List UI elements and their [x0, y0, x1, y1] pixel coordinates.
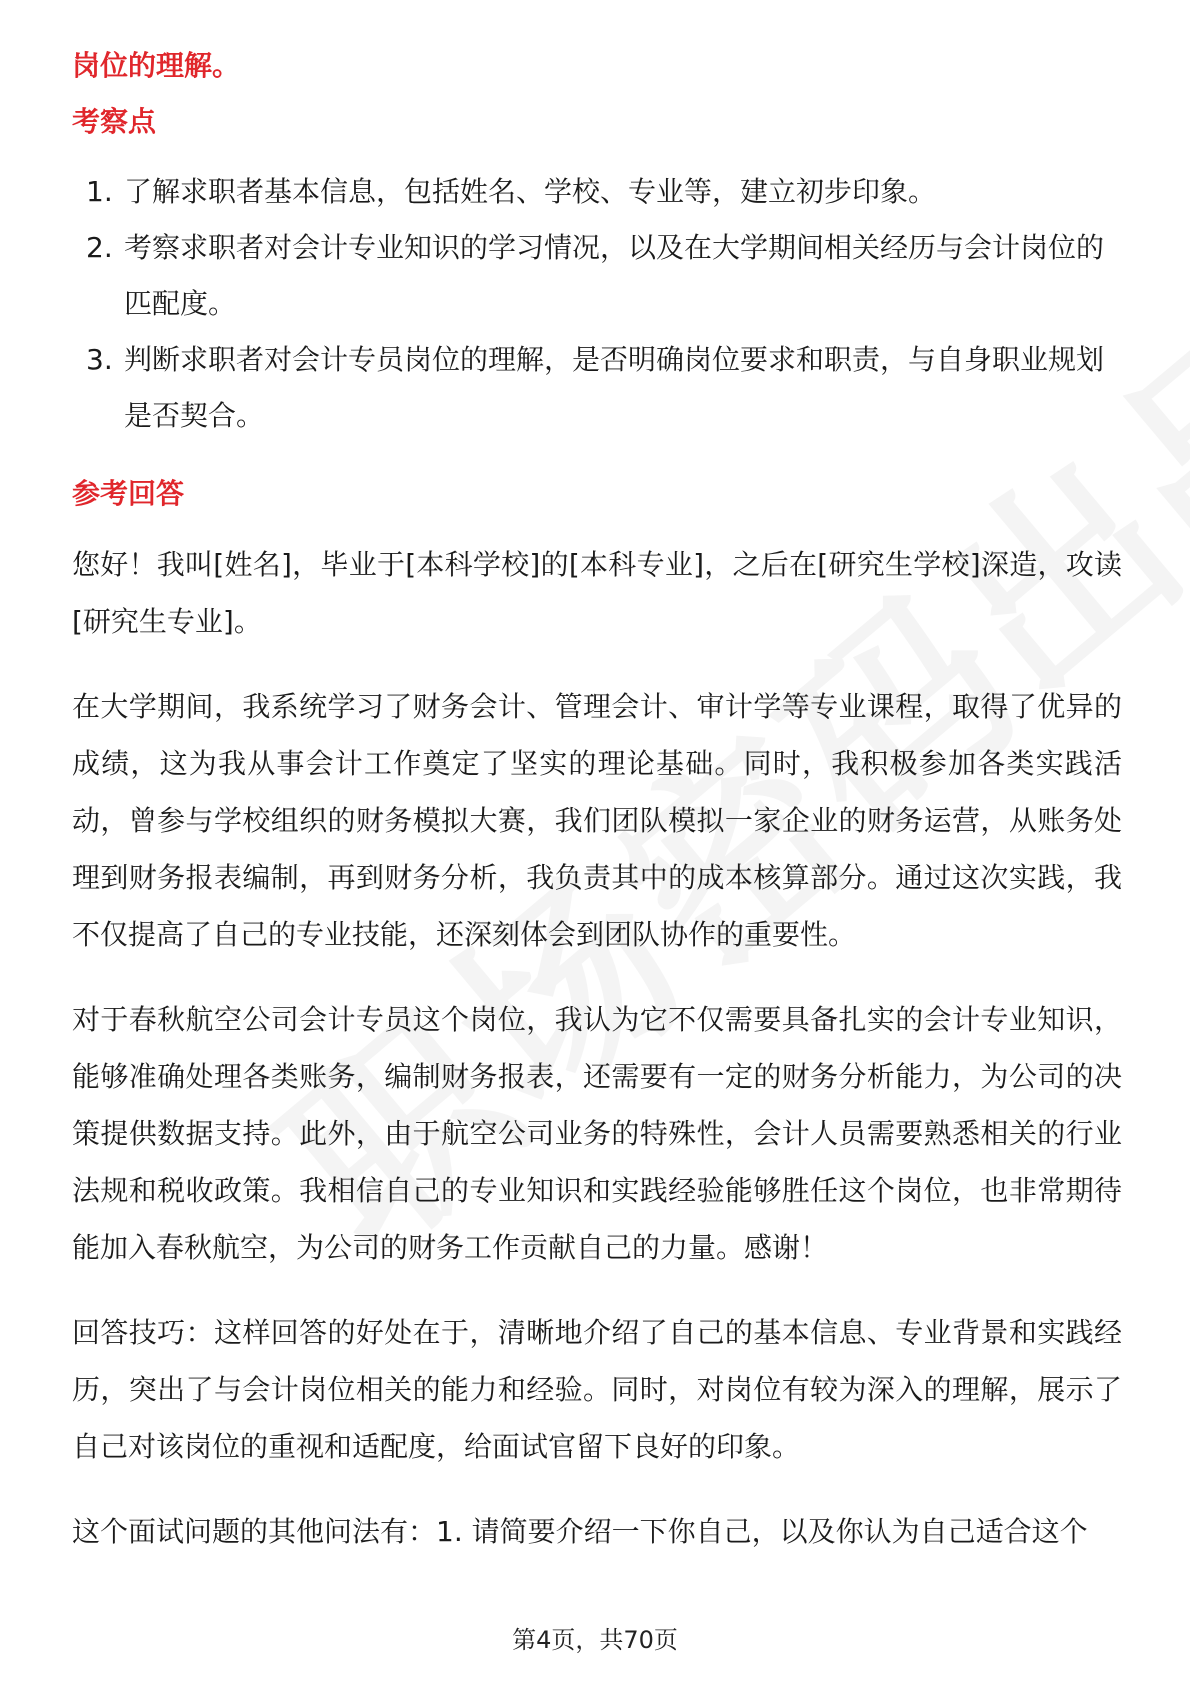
heading-continuation: 岗位的理解。: [72, 49, 241, 82]
list-item-number: 1.: [86, 175, 113, 208]
list-item-number: 3.: [86, 343, 113, 376]
answer-paragraph: 您好！我叫[姓名]，毕业于[本科学校]的[本科专业]，之后在[研究生学校]深造，攻读[研究生专业]。: [72, 548, 1122, 638]
alternative-questions-paragraph: 这个面试问题的其他问法有：1. 请简要介绍一下你自己，以及你认为自己适合这个: [72, 1515, 1088, 1548]
list-item-text: 了解求职者基本信息，包括姓名、学校、专业等，建立初步印象。: [124, 175, 937, 208]
list-item: [72, 332, 1122, 444]
answer-paragraph: 在大学期间，我系统学习了财务会计、管理会计、审计学等专业课程，取得了优异的成绩，这为我从事会计工作奠定了坚实的理论基础。同时，我积极参加各类实践活动，曾参与学校组织的财务模拟大赛，我们团队模拟一家企业的财务运营，从账务处理到财务报表编制，再到财务分析，我负责其中的成本核算部分。通过这次实践，我不仅提高了自己的专业技能，还深刻体会到团队协作的重要性。: [72, 690, 1122, 951]
section-title-answer: 参考回答: [72, 477, 185, 510]
list-item-text: 考察求职者对会计专业知识的学习情况，以及在大学期间相关经历与会计岗位的匹配度。: [124, 231, 1105, 320]
page-number: 第4页，共70页: [512, 1626, 678, 1654]
answer-paragraph: 对于春秋航空公司会计专员这个岗位，我认为它不仅需要具备扎实的会计专业知识，能够准确处理各类账务，编制财务报表，还需要有一定的财务分析能力，为公司的决策提供数据支持。此外，由于航空公司业务的特殊性，会计人员需要熟悉相关的行业法规和税收政策。我相信自己的专业知识和实践经验能够胜任这个岗位，也非常期待能加入春秋航空，为公司的财务工作贡献自己的力量。感谢！: [72, 1003, 1122, 1264]
section-title-points: 考察点: [72, 105, 157, 138]
list-item: [72, 164, 1122, 220]
list-item: [72, 220, 1122, 332]
list-item-text: 判断求职者对会计专员岗位的理解，是否明确岗位要求和职责，与自身职业规划是否契合。: [124, 343, 1105, 432]
points-list: [72, 164, 1122, 444]
list-item-number: 2.: [86, 231, 113, 264]
tips-paragraph: 回答技巧：这样回答的好处在于，清晰地介绍了自己的基本信息、专业背景和实践经历，突出了与会计岗位相关的能力和经验。同时，对岗位有较为深入的理解，展示了自己对该岗位的重视和适配度，给面试官留下良好的印象。: [72, 1316, 1122, 1463]
page-content: [72, 46, 1122, 1588]
